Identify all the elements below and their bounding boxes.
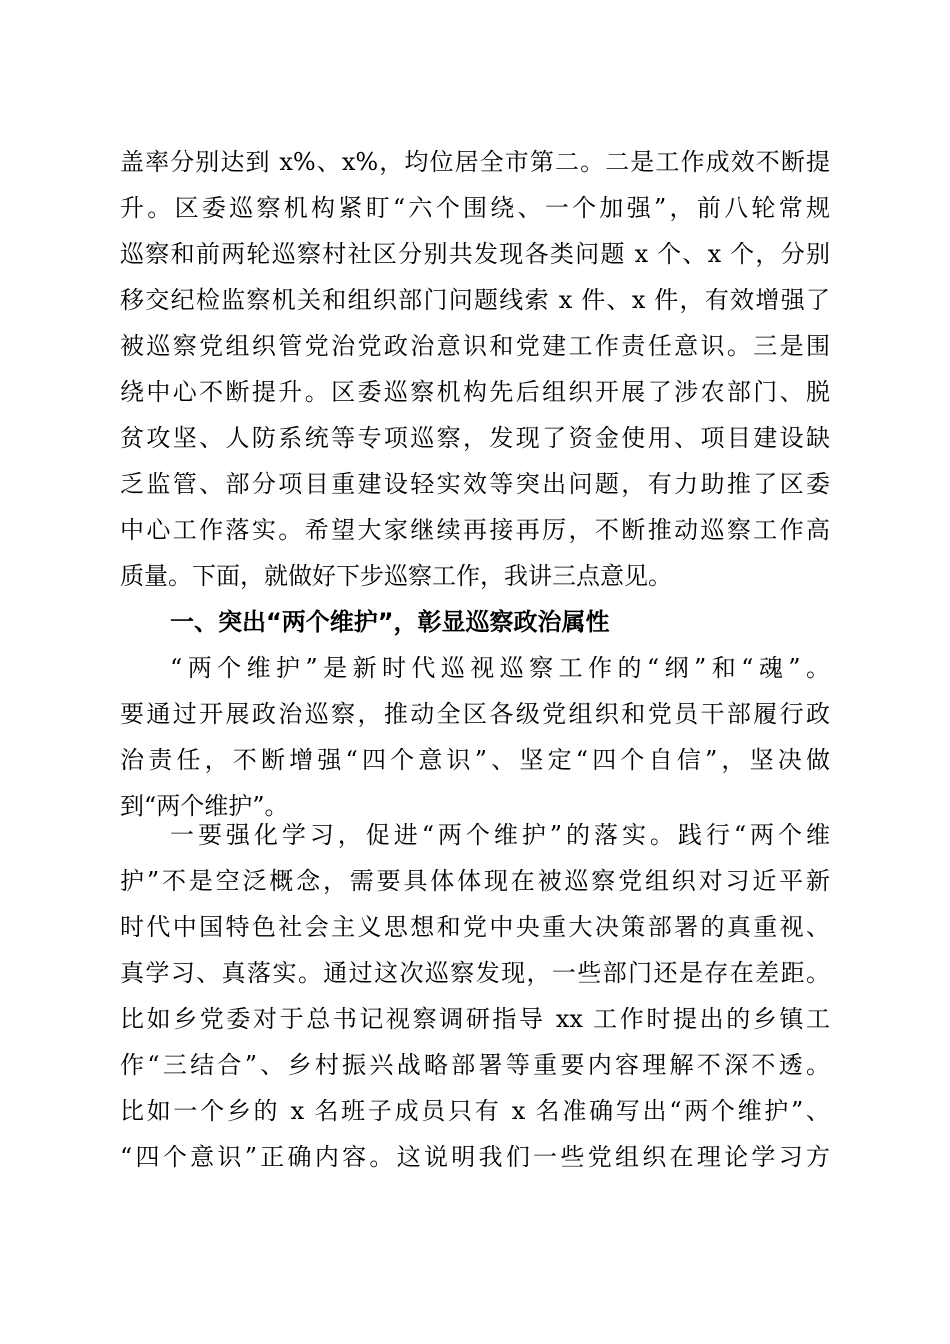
paragraph-1-line: 移交纪检监察机关和组织部门问题线索 x 件、x 件，有效增强了 — [120, 286, 830, 314]
paragraph-2-line: 到“两个维护”。 — [120, 792, 289, 820]
paragraph-2 — [120, 645, 830, 829]
paragraph-2-line: “两个维护”是新时代巡视巡察工作的“纲”和“魂”。 — [170, 654, 830, 682]
paragraph-1 — [120, 139, 830, 599]
paragraph-3-line: 护”不是空泛概念，需要具体体现在被巡察党组织对习近平新 — [120, 867, 830, 895]
paragraph-2-line: 治责任，不断增强“四个意识”、坚定“四个自信”，坚决做 — [120, 746, 830, 774]
paragraph-1-line: 乏监管、部分项目重建设轻实效等突出问题，有力助推了区委 — [120, 470, 830, 498]
section-heading-text: 一、突出“两个维护”，彰显巡察政治属性 — [170, 608, 610, 636]
paragraph-3-line: 作“三结合”、乡村振兴战略部署等重要内容理解不深不透。 — [120, 1051, 830, 1079]
section-heading-1 — [120, 599, 830, 645]
paragraph-2-line: 要通过开展政治巡察，推动全区各级党组织和党员干部履行政 — [120, 700, 830, 728]
paragraph-1-line: 绕中心不断提升。区委巡察机构先后组织开展了涉农部门、脱 — [120, 378, 830, 406]
paragraph-1-line: 盖率分别达到 x%、x%，均位居全市第二。二是工作成效不断提 — [120, 148, 830, 176]
paragraph-3-line: 一要强化学习，促进“两个维护”的落实。践行“两个维 — [170, 821, 830, 849]
paragraph-3 — [120, 812, 830, 1180]
paragraph-3-line: 比如一个乡的 x 名班子成员只有 x 名准确写出“两个维护”、 — [120, 1097, 830, 1125]
paragraph-3-line: 比如乡党委对于总书记视察调研指导 xx 工作时提出的乡镇工 — [120, 1005, 830, 1033]
paragraph-3-line: 真学习、真落实。通过这次巡察发现，一些部门还是存在差距。 — [120, 959, 830, 987]
paragraph-1-line: 升。区委巡察机构紧盯“六个围绕、一个加强”，前八轮常规 — [120, 194, 830, 222]
paragraph-1-line: 被巡察党组织管党治党政治意识和党建工作责任意识。三是围 — [120, 332, 830, 360]
paragraph-1-line: 巡察和前两轮巡察村社区分别共发现各类问题 x 个、x 个，分别 — [120, 240, 830, 268]
paragraph-3-line: 时代中国特色社会主义思想和党中央重大决策部署的真重视、 — [120, 913, 830, 941]
paragraph-3-line: “四个意识”正确内容。这说明我们一些党组织在理论学习方 — [120, 1143, 830, 1171]
paragraph-1-line: 中心工作落实。希望大家继续再接再厉，不断推动巡察工作高 — [120, 516, 830, 544]
paragraph-1-line: 贫攻坚、人防系统等专项巡察，发现了资金使用、项目建设缺 — [120, 424, 830, 452]
paragraph-1-line: 质量。下面，就做好下步巡察工作，我讲三点意见。 — [120, 562, 672, 590]
